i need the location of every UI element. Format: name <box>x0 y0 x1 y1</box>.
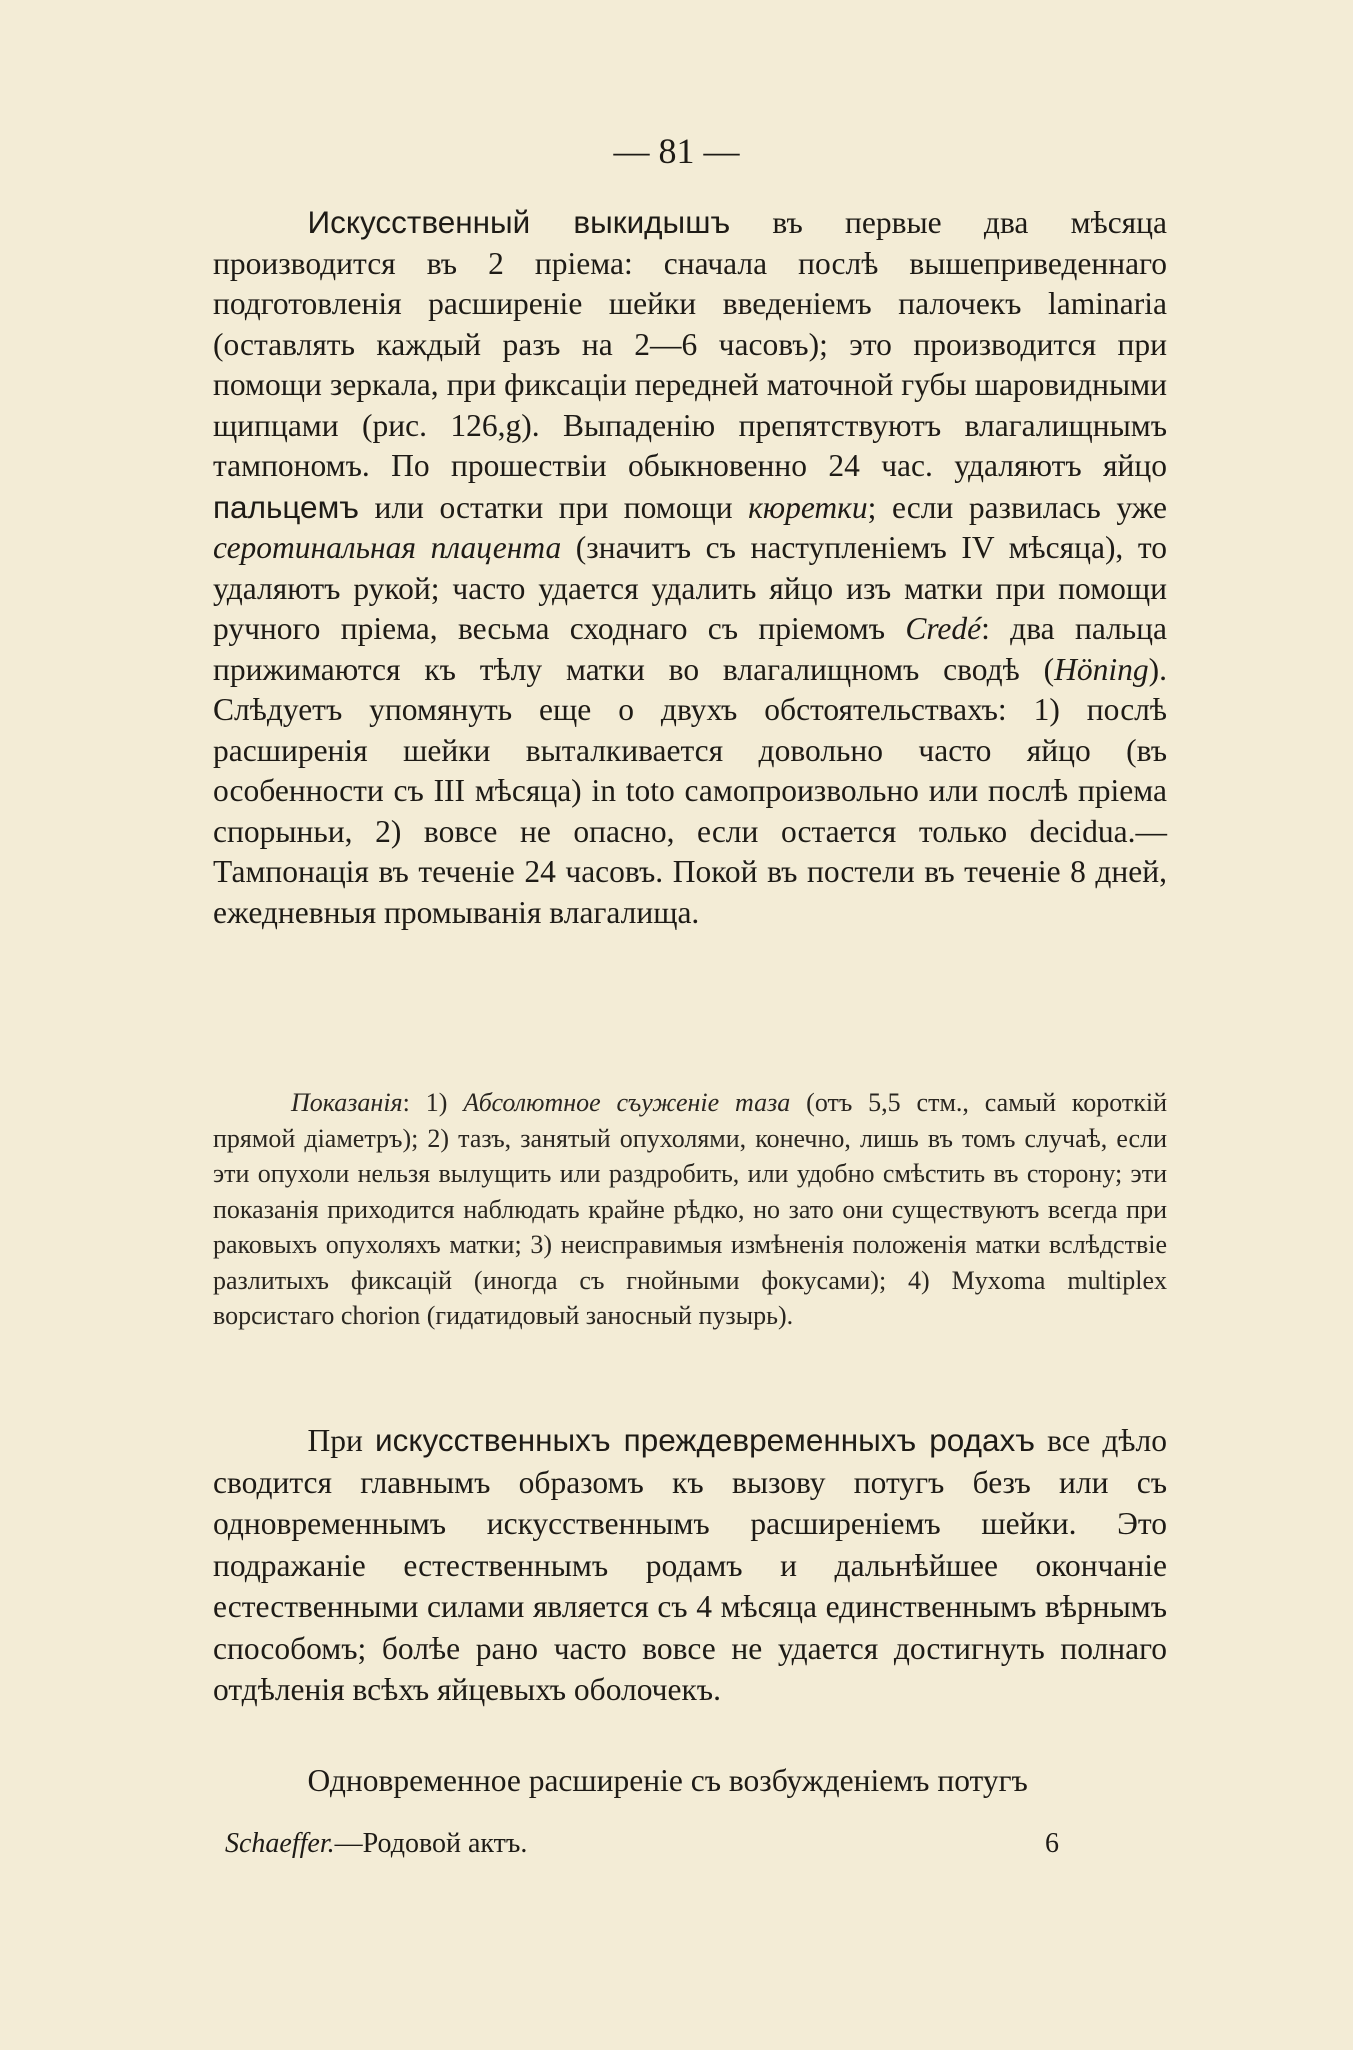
continuation-paragraph: Одновременное расширеніе съ возбужденіемъ потугъ <box>307 1763 1028 1798</box>
text-run: все дѣло сводится главнымъ образомъ къ вызову потугъ безъ или съ одновременнымъ искусственнымъ расширеніемъ шейки. Это подражаніе естественнымъ родамъ и дальнѣйшее окончаніе естественными силами является съ 4 мѣсяца единственнымъ вѣрнымъ способомъ; болѣе рано часто вовсе не удается достигнуть полнаго отдѣленія всѣхъ яйцевыхъ оболочекъ. <box>213 1423 1167 1707</box>
text-run: ). Слѣдуетъ упомянуть еще о двухъ обстоятельствахъ: 1) послѣ расширенія шейки выталкивается довольно часто яйцо (въ особенности съ III мѣсяца) in toto самопроизвольно или послѣ пріема спорыньи, 2) вовсе не опасно, если остается только decidua.— Тампонація въ теченіе 24 часовъ. Покой въ постели въ теченіе 8 дней, ежедневныя промыванія влагалища. <box>213 651 1167 930</box>
italic-term: серотинальная плацента <box>213 530 562 565</box>
emphasis-term: пальцемъ <box>213 488 359 525</box>
premature-birth-paragraph <box>213 1420 1167 1711</box>
italic-term: кюретки <box>748 489 868 525</box>
text-run: (значитъ съ наступленіемъ IV мѣсяца), то удаляютъ рукой; часто удается удалить яйцо изъ матки при помощи ручного пріема, весьма сходнаго съ пріемомъ <box>213 530 1167 646</box>
lead-term: Искусственный выкидышъ <box>307 204 731 240</box>
main-paragraph <box>213 202 1167 933</box>
signature-mark: 6 <box>1045 1828 1059 1859</box>
text-run: При <box>307 1423 376 1458</box>
footer-author: Schaeffer. <box>225 1828 335 1859</box>
text-run: : два пальца прижимаются къ тѣлу матки во влагалищномъ сводѣ ( <box>213 611 1167 687</box>
footer-book-title: —Родовой актъ. <box>334 1828 528 1859</box>
indications-paragraph <box>213 1085 1167 1334</box>
text-run: ; если развилась уже <box>867 489 1167 525</box>
text-run: въ первые два мѣсяца производится въ 2 пріема: сначала послѣ вышеприведеннаго подготовленія расширеніе шейки введеніемъ палочекъ laminaria (оставлять каждый разъ на 2—6 часовъ); это производится при помощи зеркала, при фиксаціи передней маточной губы шаровидными щипцами (рис. 126,g). Выпаденію препятствуютъ влагалищнымъ тампономъ. По прошествіи обыкновенно 24 час. удаляютъ яйцо <box>213 205 1168 483</box>
italic-term: Höning <box>1054 651 1149 687</box>
text-run: (отъ 5,5 стм., самый короткій прямой діаметръ); 2) тазъ, занятый опухолями, конечно, лишь въ томъ случаѣ, если эти опухоли нельзя вылущить или раздробить, или удобно смѣстить въ сторону; эти показанія приходится наблюдать крайне рѣдко, но зато они существуютъ всегда при раковыхъ опухоляхъ матки; 3) неисправимыя измѣненія положенія матки вслѣдствіе разлитыхъ фиксацій (иногда съ гнойными фокусами); 4) Myxoma multiplex ворсистаго chorion (гидатидовый заносный пузырь). <box>213 1088 1168 1330</box>
italic-term: Credé <box>905 611 982 646</box>
footer-title <box>225 1828 527 1860</box>
italic-term: Показанія <box>291 1088 403 1117</box>
emphasis-term: искусственныхъ преждевременныхъ родахъ <box>375 1422 1035 1458</box>
italic-term: Абсолютное съуженіе таза <box>463 1088 791 1117</box>
page-number: — 81 — <box>613 131 740 171</box>
text-run: : 1) <box>402 1088 464 1117</box>
text-run: или остатки при помощи <box>358 489 749 525</box>
